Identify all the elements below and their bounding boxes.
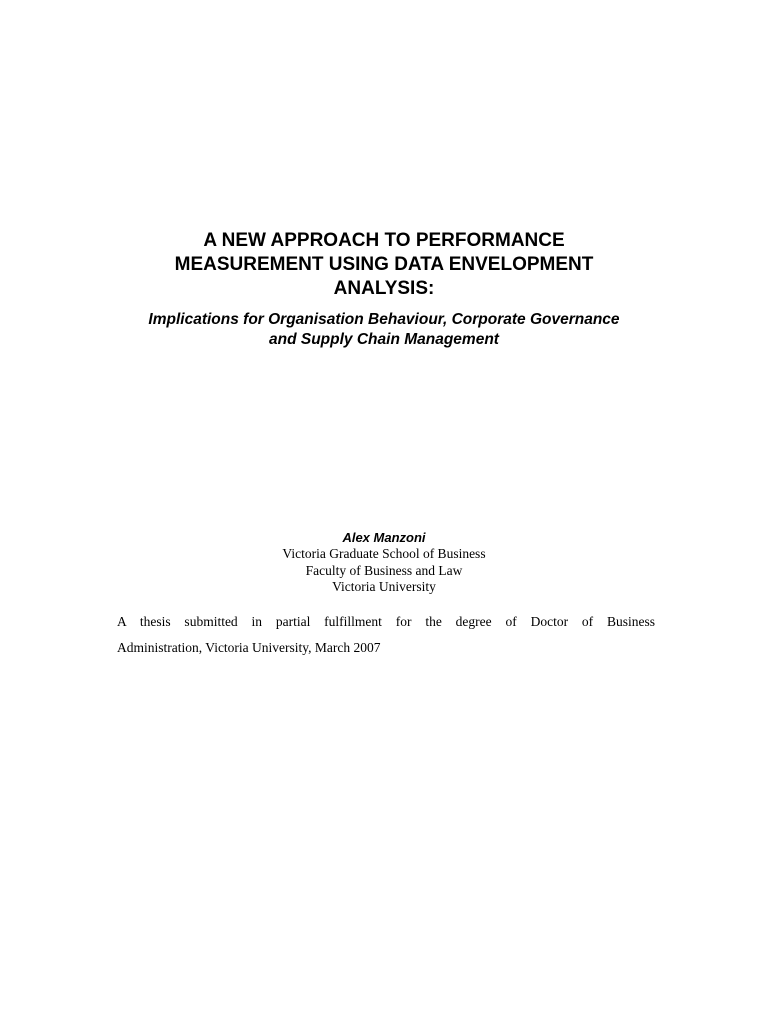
- author-name: Alex Manzoni: [342, 530, 426, 545]
- title-line-3: ANALYSIS:: [333, 278, 435, 299]
- subtitle-line-1: Implications for Organisation Behaviour, Corporate Governance: [148, 311, 620, 328]
- submission-statement: [117, 611, 655, 658]
- affiliation-faculty: Faculty of Business and Law: [305, 562, 463, 578]
- affiliation-university: Victoria University: [332, 579, 436, 594]
- affiliation-school: Victoria Graduate School of Business: [282, 546, 486, 561]
- thesis-title: [100, 229, 668, 301]
- title-line-2: MEASUREMENT USING DATA ENVELOPMENT: [174, 254, 594, 275]
- author-block: [200, 529, 568, 596]
- statement-line-1: A thesis submitted in partial fulfillment for the degree of Doctor of Business: [117, 614, 655, 629]
- title-line-1: A NEW APPROACH TO PERFORMANCE: [203, 230, 565, 251]
- thesis-subtitle: [100, 310, 668, 350]
- statement-line-2: Administration, Victoria University, March 2007: [117, 640, 381, 655]
- subtitle-line-2: and Supply Chain Management: [269, 331, 499, 348]
